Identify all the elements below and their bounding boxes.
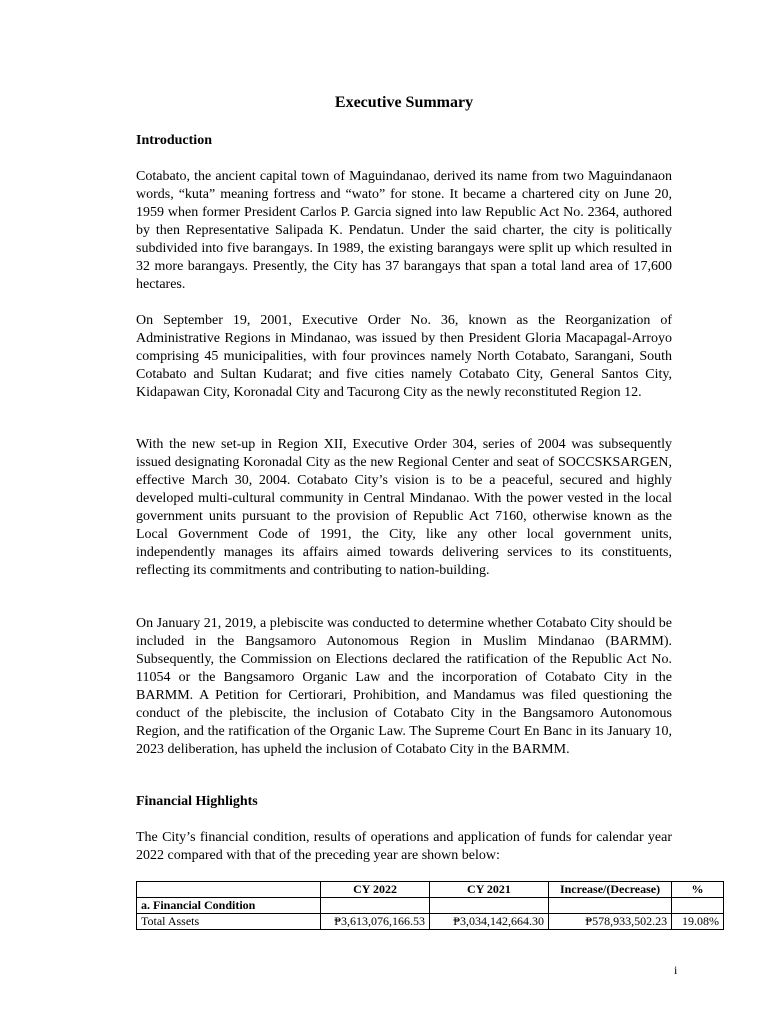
- financial-highlights-heading: Financial Highlights: [136, 794, 258, 809]
- intro-paragraph-3: With the new set-up in Region XII, Executive Order 304, series of 2004 was subsequently issued designating Koronadal City as the new Regional Center and seat of SOCCSKSARGEN, effective March 30, 2004. Cotabato City’s vision is to be a peaceful, secured and highly developed multi-cultural community in Central Mindanao. With the power vested in the local government units pursuant to the provision of Republic Act 7160, otherwise known as the Local Government Code of 1991, the City, like any other local government units, independently manages its affairs aimed towards delivering services to its constituents, reflecting its commitments and contributing to nation-building.: [136, 437, 672, 578]
- table-header-cy2022: CY 2022: [321, 882, 430, 898]
- financial-intro-paragraph: The City’s financial condition, results of operations and application of funds for calendar year 2022 compared with that of the preceding year are shown below:: [136, 830, 672, 863]
- table-cell: [429, 898, 548, 914]
- row-cy2021: ₱3,034,142,664.30: [429, 914, 548, 930]
- table-header-row: [137, 882, 724, 898]
- table-header-percent: %: [672, 882, 724, 898]
- financial-table: [136, 881, 724, 930]
- table-header-label: [137, 882, 321, 898]
- table-cell: [321, 898, 430, 914]
- table-section-row: [137, 898, 724, 914]
- table-row: [137, 914, 724, 930]
- intro-paragraph-1: Cotabato, the ancient capital town of Maguindanao, derived its name from two Maguindanaon words, “kuta” meaning fortress and “wato” for stone. It became a chartered city on June 20, 1959 when former President Carlos P. Garcia signed into law Republic Act No. 2364, authored by then Representative Salipada K. Pendatun. Under the said charter, the city is politically subdivided into five barangays. In 1989, the existing barangays were split up which resulted in 32 more barangays. Presently, the City has 37 barangays that span a total land area of 17,600 hectares.: [136, 169, 672, 292]
- page-number: i: [674, 963, 678, 977]
- row-percent: 19.08%: [672, 914, 724, 930]
- table-cell: [672, 898, 724, 914]
- table-section-label: a. Financial Condition: [137, 898, 321, 914]
- table-cell: [548, 898, 671, 914]
- intro-paragraph-4: On January 21, 2019, a plebiscite was conducted to determine whether Cotabato City should be included in the Bangsamoro Autonomous Region in Muslim Mindanao (BARMM). Subsequently, the Commission on Elections declared the ratification of the Republic Act No. 11054 or the Bangsamoro Organic Law and the incorporation of Cotabato City in the BARMM. A Petition for Certiorari, Prohibition, and Mandamus was filed questioning the conduct of the plebiscite, the inclusion of Cotabato City in the Bangsamoro Autonomous Region, and the ratification of the Organic Law. The Supreme Court En Banc in its January 10, 2023 deliberation, has upheld the inclusion of Cotabato City in the BARMM.: [136, 616, 672, 757]
- page-title: Executive Summary: [334, 94, 474, 111]
- table-header-cy2021: CY 2021: [429, 882, 548, 898]
- row-label: Total Assets: [137, 914, 321, 930]
- row-change: ₱578,933,502.23: [548, 914, 671, 930]
- table-header-change: Increase/(Decrease): [548, 882, 671, 898]
- row-cy2022: ₱3,613,076,166.53: [321, 914, 430, 930]
- intro-paragraph-2: On September 19, 2001, Executive Order No. 36, known as the Reorganization of Administrative Regions in Mindanao, was issued by then President Gloria Macapagal-Arroyo comprising 45 municipalities, with four provinces namely North Cotabato, Sarangani, South Cotabato and Sultan Kudarat; and five cities namely Cotabato City, General Santos City, Kidapawan City, Koronadal City and Tacurong City as the newly reconstituted Region 12.: [136, 313, 672, 400]
- introduction-heading: Introduction: [136, 133, 212, 148]
